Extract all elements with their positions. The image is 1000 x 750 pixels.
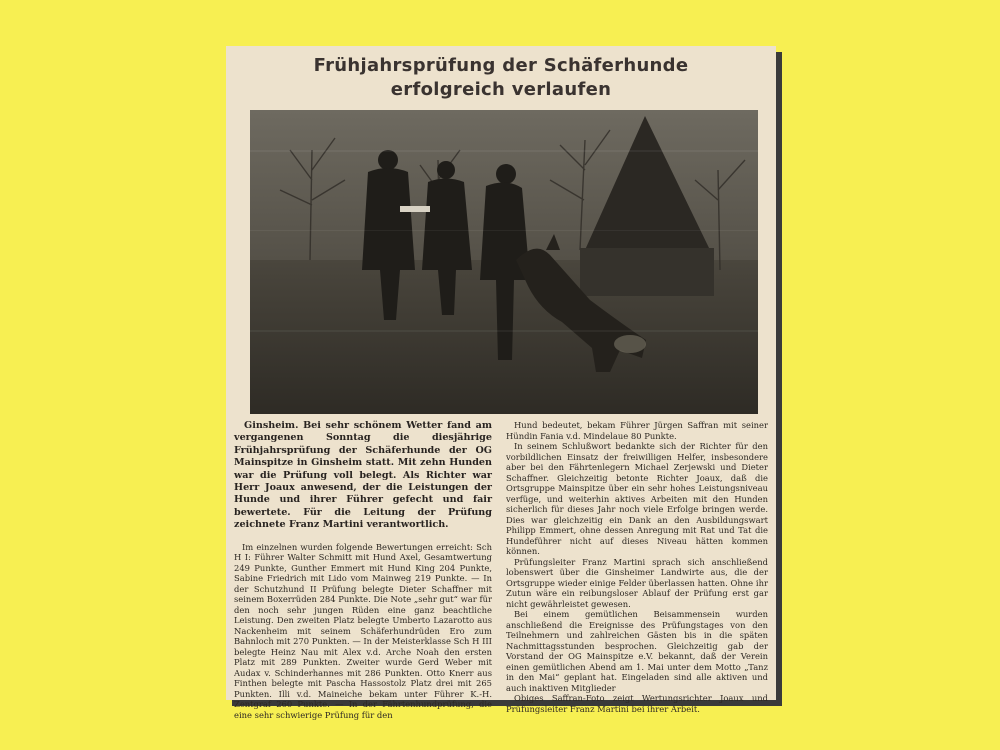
photo-judges-with-shepherd-dog-icon [250, 110, 758, 414]
headline-line-1: Frühjahrsprüfung der Schäferhunde [313, 55, 689, 76]
article-lead: Ginsheim. Bei sehr schönem Wetter fand am vergangenen Sonntag die diesjährige Frühjahrsprüfung der Schäferhunde der OG Mainspitze in Ginsheim statt. Mit zehn Hunden war die Prüfung voll belegt. Als Richter war Herr Joaux anwesend, der die Leistungen der Hunde und ihrer Führer gefecht und fair bewertete. Für die Leitung der Prüfung zeichnete Franz Martini verantwortlich. [234, 420, 492, 531]
article-headline [226, 54, 776, 102]
article-column-right [506, 420, 768, 714]
headline-line-2: erfolgreich verlaufen [390, 79, 612, 100]
photo-caption: Obiges Saffran-Foto zeigt Wertungsrichter Joaux und Prüfungsleiter Franz Martini bei ihrer Arbeit. [506, 693, 768, 714]
results-paragraph: Im einzelnen wurden folgende Bewertungen erreicht: Sch H I: Führer Walter Schmitt mit Hund Axel, Gesamtwertung 249 Punkte, Gunther Emmert mit Hund King 204 Punkte, Sabine Friedrich mit Lido vom Mainweg 219 Punkte. — In der Schutzhund II Prüfung belegte Dieter Schaffner mit seinem Boxerrüden 284 Punkte. Die Note „sehr gut“ war für den noch sehr jungen Rüden eine ganz beachtliche Leistung. Den zweiten Platz belegte Umberto Lazarotto aus Nackenheim mit seinem Schäferhundrüden Ero zum Bahnloch mit 270 Punkten. — In der Meisterklasse Sch H III belegte Heinz Nau mit Alex v.d. Arche Noah den ersten Platz mit 289 Punkten. Zweiter wurde Gerd Weber mit Audax v. Schinderhannes mit 286 Punkten. Otto Knerr aus Finthen belegte mit Pascha Hassostolz Platz drei mit 265 Punkten. Illi v.d. Maineiche bekam unter Führer K.-H. Zentgraf 260 Punkte. — In der Fährtenhundprüfung, die eine sehr schwierige Prüfung für den [234, 541, 492, 720]
article-column-left [234, 420, 492, 720]
article-paragraph: Prüfungsleiter Franz Martini sprach sich anschließend lobenswert über die Ginsheimer Landwirte aus, die der Ortsgruppe wieder einige Felder überlassen hatten. Ohne ihr Zutun wäre ein reibungsloser Ablauf der Prüfung erst gar nicht gewährleistet gewesen. [506, 556, 768, 609]
article-photo [250, 110, 758, 414]
article-paragraph: Hund bedeutet, bekam Führer Jürgen Saffran mit seiner Hündin Fania v.d. Mindelaue 80 Punkte. [506, 420, 768, 441]
article-paragraph: Bei einem gemütlichen Beisammensein wurden anschließend die Ereignisse des Prüfungstages von den Teilnehmern und zahlreichen Gästen bis in die späten Nachmittagsstunden besprochen. Gleichzeitig gab der Vorstand der OG Mainspitze e.V. bekannt, daß der Verein einen gemütlichen Abend am 1. Mai unter dem Motto „Tanz in den Mai“ geplant hat. Eingeladen sind alle aktiven und auch inaktiven Mitglieder [506, 609, 768, 693]
article-paragraph: In seinem Schlußwort bedankte sich der Richter für den vorbildlichen Einsatz der freiwilligen Helfer, insbesondere aber bei den Fährtenlegern Michael Zerjewski und Dieter Schaffner. Gleichzeitig betonte Richter Joaux, daß die Ortsgruppe Mainspitze über ein sehr hohes Leistungsniveau verfüge, und weiterhin aktives Arbeiten mit den Hunden sicherlich für dieses Jahr noch viele Erfolge bringen werde. Dies war gleichzeitig ein Dank an den Ausbildungswart Philipp Emmert, ohne dessen Anregung mit Rat und Tat die Hundeführer nicht auf dieses Niveau hätten kommen können. [506, 441, 768, 556]
newspaper-clipping [226, 46, 776, 720]
